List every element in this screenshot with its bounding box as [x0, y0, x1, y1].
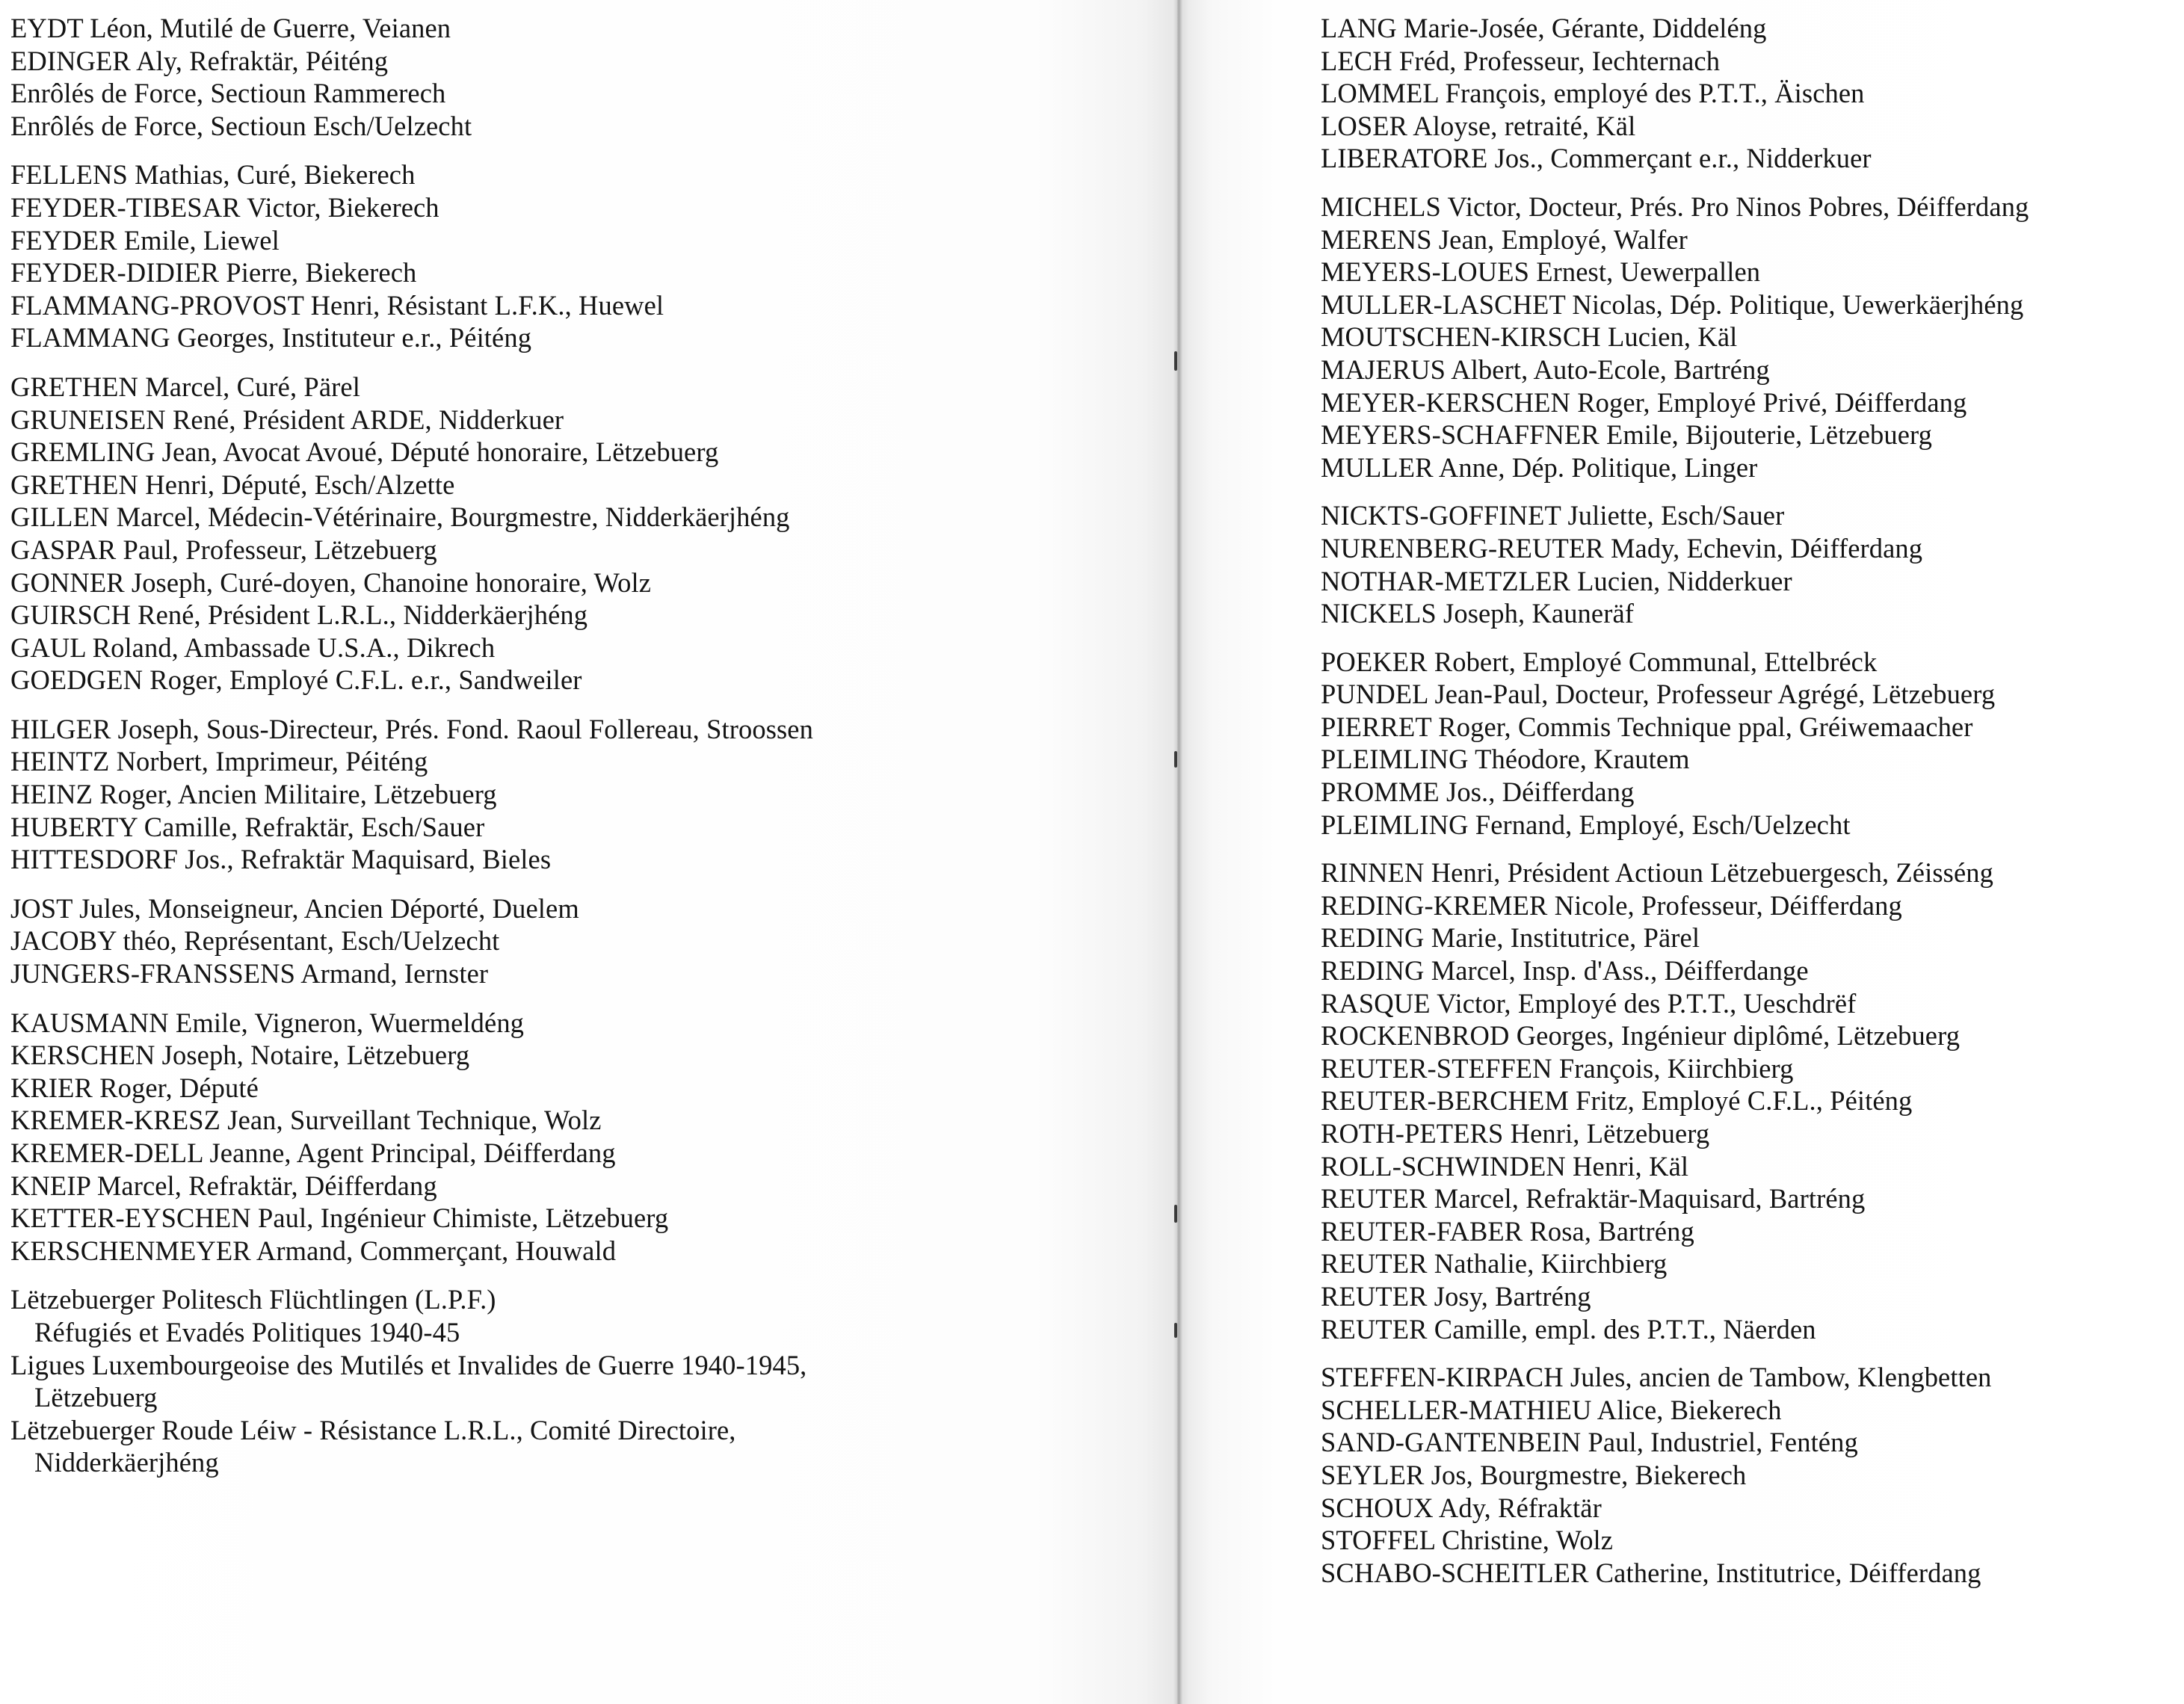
list-item: FEYDER-DIDIER Pierre, Biekerech [10, 257, 417, 288]
list-item: EDINGER Aly, Refraktär, Péiténg [10, 45, 389, 76]
list-item: FEYDER Emile, Liewel [10, 224, 280, 256]
list-item: HEINTZ Norbert, Imprimeur, Péiténg [10, 746, 428, 777]
list-item: REUTER Nathalie, Kiirchbierg [1321, 1248, 1668, 1279]
list-item: KREMER-DELL Jeanne, Agent Principal, Déifferdang [10, 1137, 616, 1168]
list-item: JUNGERS-FRANSSENS Armand, Iernster [10, 958, 489, 990]
list-item: FLAMMANG Georges, Instituteur e.r., Péiténg [10, 322, 532, 354]
left-column [10, 12, 1162, 1495]
list-item: GUIRSCH René, Président L.R.L., Nidderkäerjhéng [10, 599, 588, 631]
right-column [1321, 12, 2173, 1605]
name-group-m [1321, 191, 2173, 484]
list-item: GONNER Joseph, Curé-doyen, Chanoine honoraire, Wolz [10, 567, 652, 598]
binding-stitch [1174, 1323, 1177, 1338]
name-group-f [10, 158, 1162, 354]
list-item: MEYER-KERSCHEN Roger, Employé Privé, Déifferdang [1321, 386, 1967, 418]
right-page [1177, 0, 2184, 1704]
list-item: SEYLER Jos, Bourgmestre, Biekerech [1321, 1459, 1747, 1490]
name-group-h [10, 713, 1162, 876]
list-item: REDING Marcel, Insp. d'Ass., Déifferdange [1321, 955, 1809, 987]
list-item-continuation: Réfugiés et Evadés Politiques 1940-45 [34, 1316, 460, 1348]
list-item: PLEIMLING Fernand, Employé, Esch/Uelzecht [1321, 809, 1851, 840]
list-item-continuation: Nidderkäerjhéng [34, 1447, 219, 1478]
list-item: MEYERS-LOUES Ernest, Uewerpallen [1321, 256, 1761, 288]
list-item: KAUSMANN Emile, Vigneron, Wuermeldéng [10, 1007, 525, 1038]
list-item: HILGER Joseph, Sous-Directeur, Prés. Fond. Raoul Follereau, Stroossen [10, 713, 813, 744]
list-item: LIBERATORE Jos., Commerçant e.r., Nidderkuer [1321, 143, 1872, 174]
list-item: FLAMMANG-PROVOST Henri, Résistant L.F.K., Huewel [10, 289, 664, 321]
name-group-p [1321, 646, 2173, 842]
list-item: MAJERUS Albert, Auto-Ecole, Bartréng [1321, 354, 1770, 385]
list-item: MULLER Anne, Dép. Politique, Linger [1321, 451, 1758, 483]
binding-stitch [1174, 1205, 1177, 1223]
list-item: MICHELS Victor, Docteur, Prés. Pro Ninos Pobres, Déifferdang [1321, 191, 2029, 222]
list-item: MOUTSCHEN-KIRSCH Lucien, Käl [1321, 321, 1738, 353]
list-item: STOFFEL Christine, Wolz [1321, 1525, 1614, 1556]
list-item: GOEDGEN Roger, Employé C.F.L. e.r., Sandweiler [10, 664, 582, 696]
list-item: LOMMEL François, employé des P.T.T., Äischen [1321, 78, 1865, 109]
list-item: JACOBY théo, Représentant, Esch/Uelzecht [10, 925, 500, 957]
list-item: LOSER Aloyse, retraité, Käl [1321, 110, 1636, 141]
list-item: KRIER Roger, Député [10, 1072, 259, 1103]
list-item: GRUNEISEN René, Président ARDE, Nidderkuer [10, 404, 564, 435]
list-item: SCHOUX Ady, Réfraktär [1321, 1492, 1602, 1523]
binding-stitch [1174, 751, 1177, 768]
list-item: REUTER Marcel, Refraktär-Maquisard, Bartréng [1321, 1183, 1866, 1214]
list-item: NICKELS Joseph, Kauneräf [1321, 598, 1635, 629]
name-group-k [10, 1007, 1162, 1268]
name-group-r [1321, 856, 2173, 1345]
list-item: GRETHEN Marcel, Curé, Pärel [10, 371, 360, 402]
name-group-organizations [10, 1283, 1162, 1479]
list-item: REDING-KREMER Nicole, Professeur, Déifferdang [1321, 889, 1902, 921]
list-item: Enrôlés de Force, Sectioun Esch/Uelzecht [10, 110, 472, 141]
name-group-n [1321, 499, 2173, 629]
list-item: GRETHEN Henri, Député, Esch/Alzette [10, 469, 455, 500]
list-item: REUTER-FABER Rosa, Bartréng [1321, 1215, 1694, 1247]
list-item: REDING Marie, Institutrice, Pärel [1321, 922, 1700, 954]
list-item: RINNEN Henri, Président Actioun Lëtzebuergesch, Zéisséng [1321, 857, 1993, 889]
list-item-continuation: Lëtzebuerg [34, 1382, 158, 1413]
list-item: LANG Marie-Josée, Gérante, Diddeléng [1321, 13, 1767, 43]
list-item: Lëtzebuerger Politesch Flüchtlingen (L.P.F.) [10, 1284, 496, 1315]
list-item: SAND-GANTENBEIN Paul, Industriel, Fenténg [1321, 1427, 1858, 1458]
list-item: MERENS Jean, Employé, Walfer [1321, 223, 1688, 255]
list-item: PLEIMLING Théodore, Krautem [1321, 744, 1690, 775]
list-item: FEYDER-TIBESAR Victor, Biekerech [10, 191, 439, 223]
list-item: NURENBERG-REUTER Mady, Echevin, Déifferdang [1321, 532, 1923, 564]
list-item: REUTER-STEFFEN François, Kiirchbierg [1321, 1052, 1794, 1084]
name-group-g [10, 371, 1162, 697]
list-item: GASPAR Paul, Professeur, Lëtzebuerg [10, 534, 437, 565]
list-item: NICKTS-GOFFINET Juliette, Esch/Sauer [1321, 500, 1785, 531]
list-item: Lëtzebuerger Roude Léiw - Résistance L.R.L., Comité Directoire, [10, 1414, 736, 1445]
list-item: HITTESDORF Jos., Refraktär Maquisard, Bieles [10, 844, 552, 875]
list-item: HEINZ Roger, Ancien Militaire, Lëtzebuerg [10, 779, 497, 810]
name-group-s [1321, 1361, 2173, 1589]
list-item: ROCKENBROD Georges, Ingénieur diplômé, Lëtzebuerg [1321, 1020, 1961, 1052]
list-item: MULLER-LASCHET Nicolas, Dép. Politique, Uewerkäerjhéng [1321, 288, 2024, 320]
list-item: KERSCHENMEYER Armand, Commerçant, Houwald [10, 1235, 617, 1266]
list-item: PROMME Jos., Déifferdang [1321, 777, 1635, 808]
list-item: POEKER Robert, Employé Communal, Ettelbréck [1321, 646, 1878, 677]
list-item: KETTER-EYSCHEN Paul, Ingénieur Chimiste, Lëtzebuerg [10, 1203, 669, 1234]
name-group-j [10, 892, 1162, 990]
list-item: ROLL-SCHWINDEN Henri, Käl [1321, 1150, 1689, 1182]
list-item: ROTH-PETERS Henri, Lëtzebuerg [1321, 1118, 1710, 1149]
name-group-l [1321, 12, 2173, 175]
list-item: KERSCHEN Joseph, Notaire, Lëtzebuerg [10, 1040, 470, 1071]
list-item: SCHELLER-MATHIEU Alice, Biekerech [1321, 1394, 1782, 1425]
list-item: PIERRET Roger, Commis Technique ppal, Gréiwemaacher [1321, 711, 1973, 742]
list-item: LECH Fréd, Professeur, Iechternach [1321, 45, 1721, 76]
list-item: MEYERS-SCHAFFNER Emile, Bijouterie, Lëtzebuerg [1321, 419, 1933, 451]
binding-stitch [1174, 351, 1177, 371]
list-item: SCHABO-SCHEITLER Catherine, Institutrice, Déifferdang [1321, 1557, 1981, 1588]
list-item: FELLENS Mathias, Curé, Biekerech [10, 159, 416, 191]
list-item: GILLEN Marcel, Médecin-Vétérinaire, Bourgmestre, Nidderkäerjhéng [10, 501, 790, 533]
list-item: GAUL Roland, Ambassade U.S.A., Dikrech [10, 632, 496, 663]
list-item: EYDT Léon, Mutilé de Guerre, Veianen [10, 13, 451, 43]
list-item: STEFFEN-KIRPACH Jules, ancien de Tambow, Klengbetten [1321, 1362, 1992, 1393]
list-item: Enrôlés de Force, Sectioun Rammerech [10, 78, 446, 109]
list-item: REUTER Camille, empl. des P.T.T., Näerden [1321, 1313, 1816, 1345]
list-item: PUNDEL Jean-Paul, Docteur, Professeur Agrégé, Lëtzebuerg [1321, 679, 1996, 710]
list-item: REUTER Josy, Bartréng [1321, 1280, 1591, 1312]
list-item: NOTHAR-METZLER Lucien, Nidderkuer [1321, 565, 1792, 596]
list-item: HUBERTY Camille, Refraktär, Esch/Sauer [10, 811, 485, 842]
list-item: JOST Jules, Monseigneur, Ancien Déporté, Duelem [10, 892, 579, 924]
list-item: RASQUE Victor, Employé des P.T.T., Ueschdrëf [1321, 987, 1857, 1019]
list-item: REUTER-BERCHEM Fritz, Employé C.F.L., Péiténg [1321, 1085, 1913, 1117]
list-item: Ligues Luxembourgeoise des Mutilés et Invalides de Guerre 1940-1945, [10, 1349, 807, 1380]
list-item: GREMLING Jean, Avocat Avoué, Député honoraire, Lëtzebuerg [10, 436, 719, 468]
name-group-e [10, 12, 1162, 142]
book-gutter [1173, 0, 1182, 1704]
list-item: KNEIP Marcel, Refraktär, Déifferdang [10, 1170, 437, 1201]
list-item: KREMER-KRESZ Jean, Surveillant Technique, Wolz [10, 1105, 602, 1136]
